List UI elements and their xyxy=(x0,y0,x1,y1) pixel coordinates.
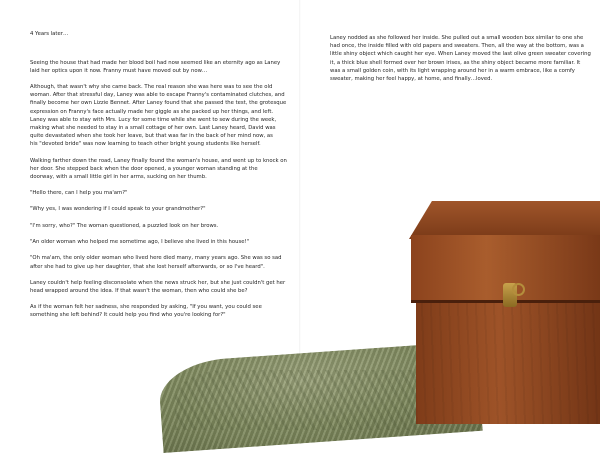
paragraph: 4 Years later… xyxy=(30,31,69,38)
sweater-knit-texture xyxy=(175,370,435,430)
paragraph: Laney couldn't help feeling disconsolate when the news struck her, but she just couldn't get her head wrapped around the idea. If that wasn't the woman, then who could she be? xyxy=(30,279,286,294)
paragraph: "Oh ma'am, the only older woman who lived here died many, many years ago. She was so sad after she had to give up her daughter, that she lost herself afterwards, or so I've heard". xyxy=(30,255,282,270)
left-page-text xyxy=(30,22,288,328)
brass-ring-icon xyxy=(512,283,525,296)
paragraph: "An older woman who helped me sometime ago, I believe she lived in this house!" xyxy=(30,239,250,246)
wooden-box-lid-top xyxy=(409,201,600,239)
paragraph: "Why yes, I was wondering if I could speak to your grandmother?" xyxy=(30,206,206,213)
paragraph: "I'm sorry, who?" The woman questioned, a puzzled look on her brows. xyxy=(30,222,219,229)
wooden-box-body xyxy=(416,303,600,424)
paragraph: Seeing the house that had made her blood boil had now seemed like an eternity ago as Laney laid her optics upon it now. Franny must have moved out by now… xyxy=(30,59,281,74)
right-page-text xyxy=(330,26,592,91)
paragraph: As if the woman felt her sadness, she responded by asking, "If you want, you could see something she left behind? It could help you find who you're looking for?" xyxy=(30,304,262,319)
paragraph: Walking farther down the road, Laney finally found the woman's house, and went up to knock on her door. She stepped back when the door opened, a younger woman standing at the doorway, with a small little girl in her arms, sucking on her thumb. xyxy=(30,157,287,180)
paragraph: Although, that wasn't why she came back. The real reason she was here was to see the old woman. After that stressful day, Laney was able to escape Franny's contaminated clutches, and finally become her own Lizzie Bennet. After Laney found that she passed the test, the grotesque expression on Franny's face actually made her giggle as she packed up her things, and left. Laney was able to stay with Mrs. Lucy for some time while she went to sew during the week, making what she needed to stay in a small cottage of her own. Last Laney heard, David was quite devastated when she took her leave, but that was far in the back of her mind now, as his "devoted bride" was now learning to teach other bright young students like herself. xyxy=(30,84,287,148)
paragraph: "Hello there, can I help you ma'am?" xyxy=(30,190,128,197)
paragraph: Laney nodded as she followed her inside. She pulled out a small wooden box similar to one she had once, the inside filled with old papers and sweaters. Then, all the way at the bottom, was a little shiny object which caught her eye. When Laney moved the last olive green sweater covering it, a thick blue shell formed over her brown irises, as the shiny object became more familiar. It was a small golden coin, with its light wrapping around her in a warm embrace, like a comfy sweater, making her feel happy, at home, and finally…loved. xyxy=(330,35,591,82)
